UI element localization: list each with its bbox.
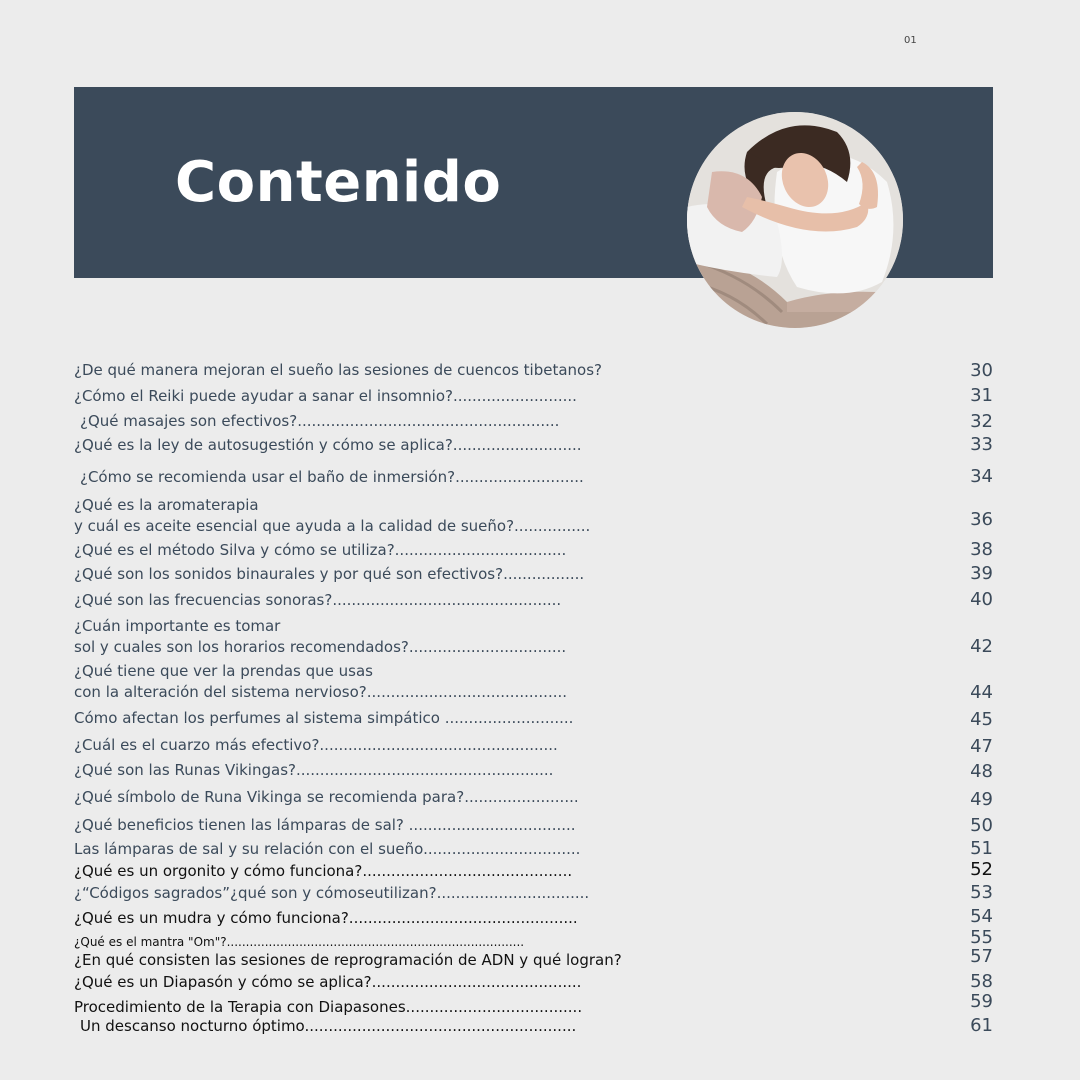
toc-entry-perfumes[interactable]: Cómo afectan los perfumes al sistema simpático ........................... bbox=[74, 709, 574, 727]
toc-page-descanso: 61 bbox=[970, 1015, 993, 1036]
toc-page-prendas: 44 bbox=[970, 682, 993, 703]
toc-entry-aromaterapia-line2[interactable]: y cuál es aceite esencial que ayuda a la calidad de sueño?................ bbox=[74, 517, 591, 535]
toc-page-simbolo-runa: 49 bbox=[970, 789, 993, 810]
toc-entry-diapason[interactable]: ¿Qué es un Diapasón y cómo se aplica?............................................ bbox=[74, 973, 582, 991]
toc-page-terapia: 59 bbox=[970, 991, 993, 1012]
toc-page-diapason: 58 bbox=[970, 971, 993, 992]
toc-page-masajes: 32 bbox=[970, 411, 993, 432]
toc-page-sol: 42 bbox=[970, 636, 993, 657]
toc-entry-runas[interactable]: ¿Qué son las Runas Vikingas?...................................................... bbox=[74, 761, 554, 779]
toc-page-orgonito: 52 bbox=[970, 859, 993, 880]
toc-entry-autosugestion[interactable]: ¿Qué es la ley de autosugestión y cómo se aplica?........................... bbox=[74, 436, 582, 454]
toc-page-perfumes: 45 bbox=[970, 709, 993, 730]
toc-page-bano: 34 bbox=[970, 466, 993, 487]
toc-entry-terapia[interactable]: Procedimiento de la Terapia con Diapasones..................................... bbox=[74, 998, 583, 1016]
toc-entry-cuarzo[interactable]: ¿Cuál es el cuarzo más efectivo?.................................................. bbox=[74, 736, 558, 754]
toc-entry-masajes[interactable]: ¿Qué masajes son efectivos?....................................................... bbox=[80, 412, 560, 430]
toc-entry-reiki[interactable]: ¿Cómo el Reiki puede ayudar a sanar el insomnio?.......................... bbox=[74, 387, 577, 405]
toc-entry-simbolo-runa[interactable]: ¿Qué símbolo de Runa Vikinga se recomienda para?........................ bbox=[74, 788, 579, 806]
toc-entry-sol-line1[interactable]: ¿Cuán importante es tomar bbox=[74, 617, 281, 635]
toc-page-cuencos: 30 bbox=[970, 360, 993, 381]
toc-page-frecuencias: 40 bbox=[970, 589, 993, 610]
toc-page-reiki: 31 bbox=[970, 385, 993, 406]
toc-page-autosugestion: 33 bbox=[970, 434, 993, 455]
toc-entry-adn[interactable]: ¿En qué consisten las sesiones de reprogramación de ADN y qué logran? bbox=[74, 951, 622, 969]
toc-entry-prendas-line1[interactable]: ¿Qué tiene que ver la prendas que usas bbox=[74, 662, 373, 680]
toc-page-binaurales: 39 bbox=[970, 563, 993, 584]
toc-page-beneficios-lamparas: 50 bbox=[970, 815, 993, 836]
toc-page-mudra: 54 bbox=[970, 906, 993, 927]
toc-entry-prendas-line2[interactable]: con la alteración del sistema nervioso?.......................................... bbox=[74, 683, 568, 701]
toc-page-runas: 48 bbox=[970, 761, 993, 782]
toc-page-aromaterapia: 36 bbox=[970, 509, 993, 530]
page-number: 01 bbox=[904, 35, 917, 46]
toc-page-silva: 38 bbox=[970, 539, 993, 560]
toc-page-adn: 57 bbox=[970, 946, 993, 967]
toc-page-mantra: 55 bbox=[970, 927, 993, 948]
toc-entry-beneficios-lamparas[interactable]: ¿Qué beneficios tienen las lámparas de sal? ................................... bbox=[74, 816, 576, 834]
toc-page-lamparas-sueno: 51 bbox=[970, 838, 993, 859]
toc-entry-sol-line2[interactable]: sol y cuales son los horarios recomendados?................................. bbox=[74, 638, 567, 656]
toc-entry-codigos[interactable]: ¿“Códigos sagrados”¿qué son y cómoseutilizan?................................ bbox=[74, 884, 590, 902]
toc-entry-lamparas-sueno[interactable]: Las lámparas de sal y su relación con el sueño................................. bbox=[74, 840, 581, 858]
toc-entry-bano[interactable]: ¿Cómo se recomienda usar el baño de inmersión?........................... bbox=[80, 468, 584, 486]
toc-entry-cuencos[interactable]: ¿De qué manera mejoran el sueño las sesiones de cuencos tibetanos? bbox=[74, 361, 602, 379]
toc-page-cuarzo: 47 bbox=[970, 736, 993, 757]
toc-entry-orgonito[interactable]: ¿Qué es un orgonito y cómo funciona?............................................ bbox=[74, 862, 573, 880]
page-title: Contenido bbox=[175, 150, 502, 215]
toc-entry-frecuencias[interactable]: ¿Qué son las frecuencias sonoras?................................................ bbox=[74, 591, 562, 609]
toc-entry-binaurales[interactable]: ¿Qué son los sonidos binaurales y por qué son efectivos?................. bbox=[74, 565, 585, 583]
toc-entry-mantra[interactable]: ¿Qué es el mantra "Om"?.............................................................................. bbox=[74, 935, 525, 949]
toc-page-codigos: 53 bbox=[970, 882, 993, 903]
toc-entry-mudra[interactable]: ¿Qué es un mudra y cómo funciona?................................................ bbox=[74, 909, 578, 927]
toc-entry-descanso[interactable]: Un descanso nocturno óptimo......................................................... bbox=[80, 1017, 577, 1035]
toc-entry-silva[interactable]: ¿Qué es el método Silva y cómo se utiliza?.................................... bbox=[74, 541, 567, 559]
toc-entry-aromaterapia-line1[interactable]: ¿Qué es la aromaterapia bbox=[74, 496, 259, 514]
